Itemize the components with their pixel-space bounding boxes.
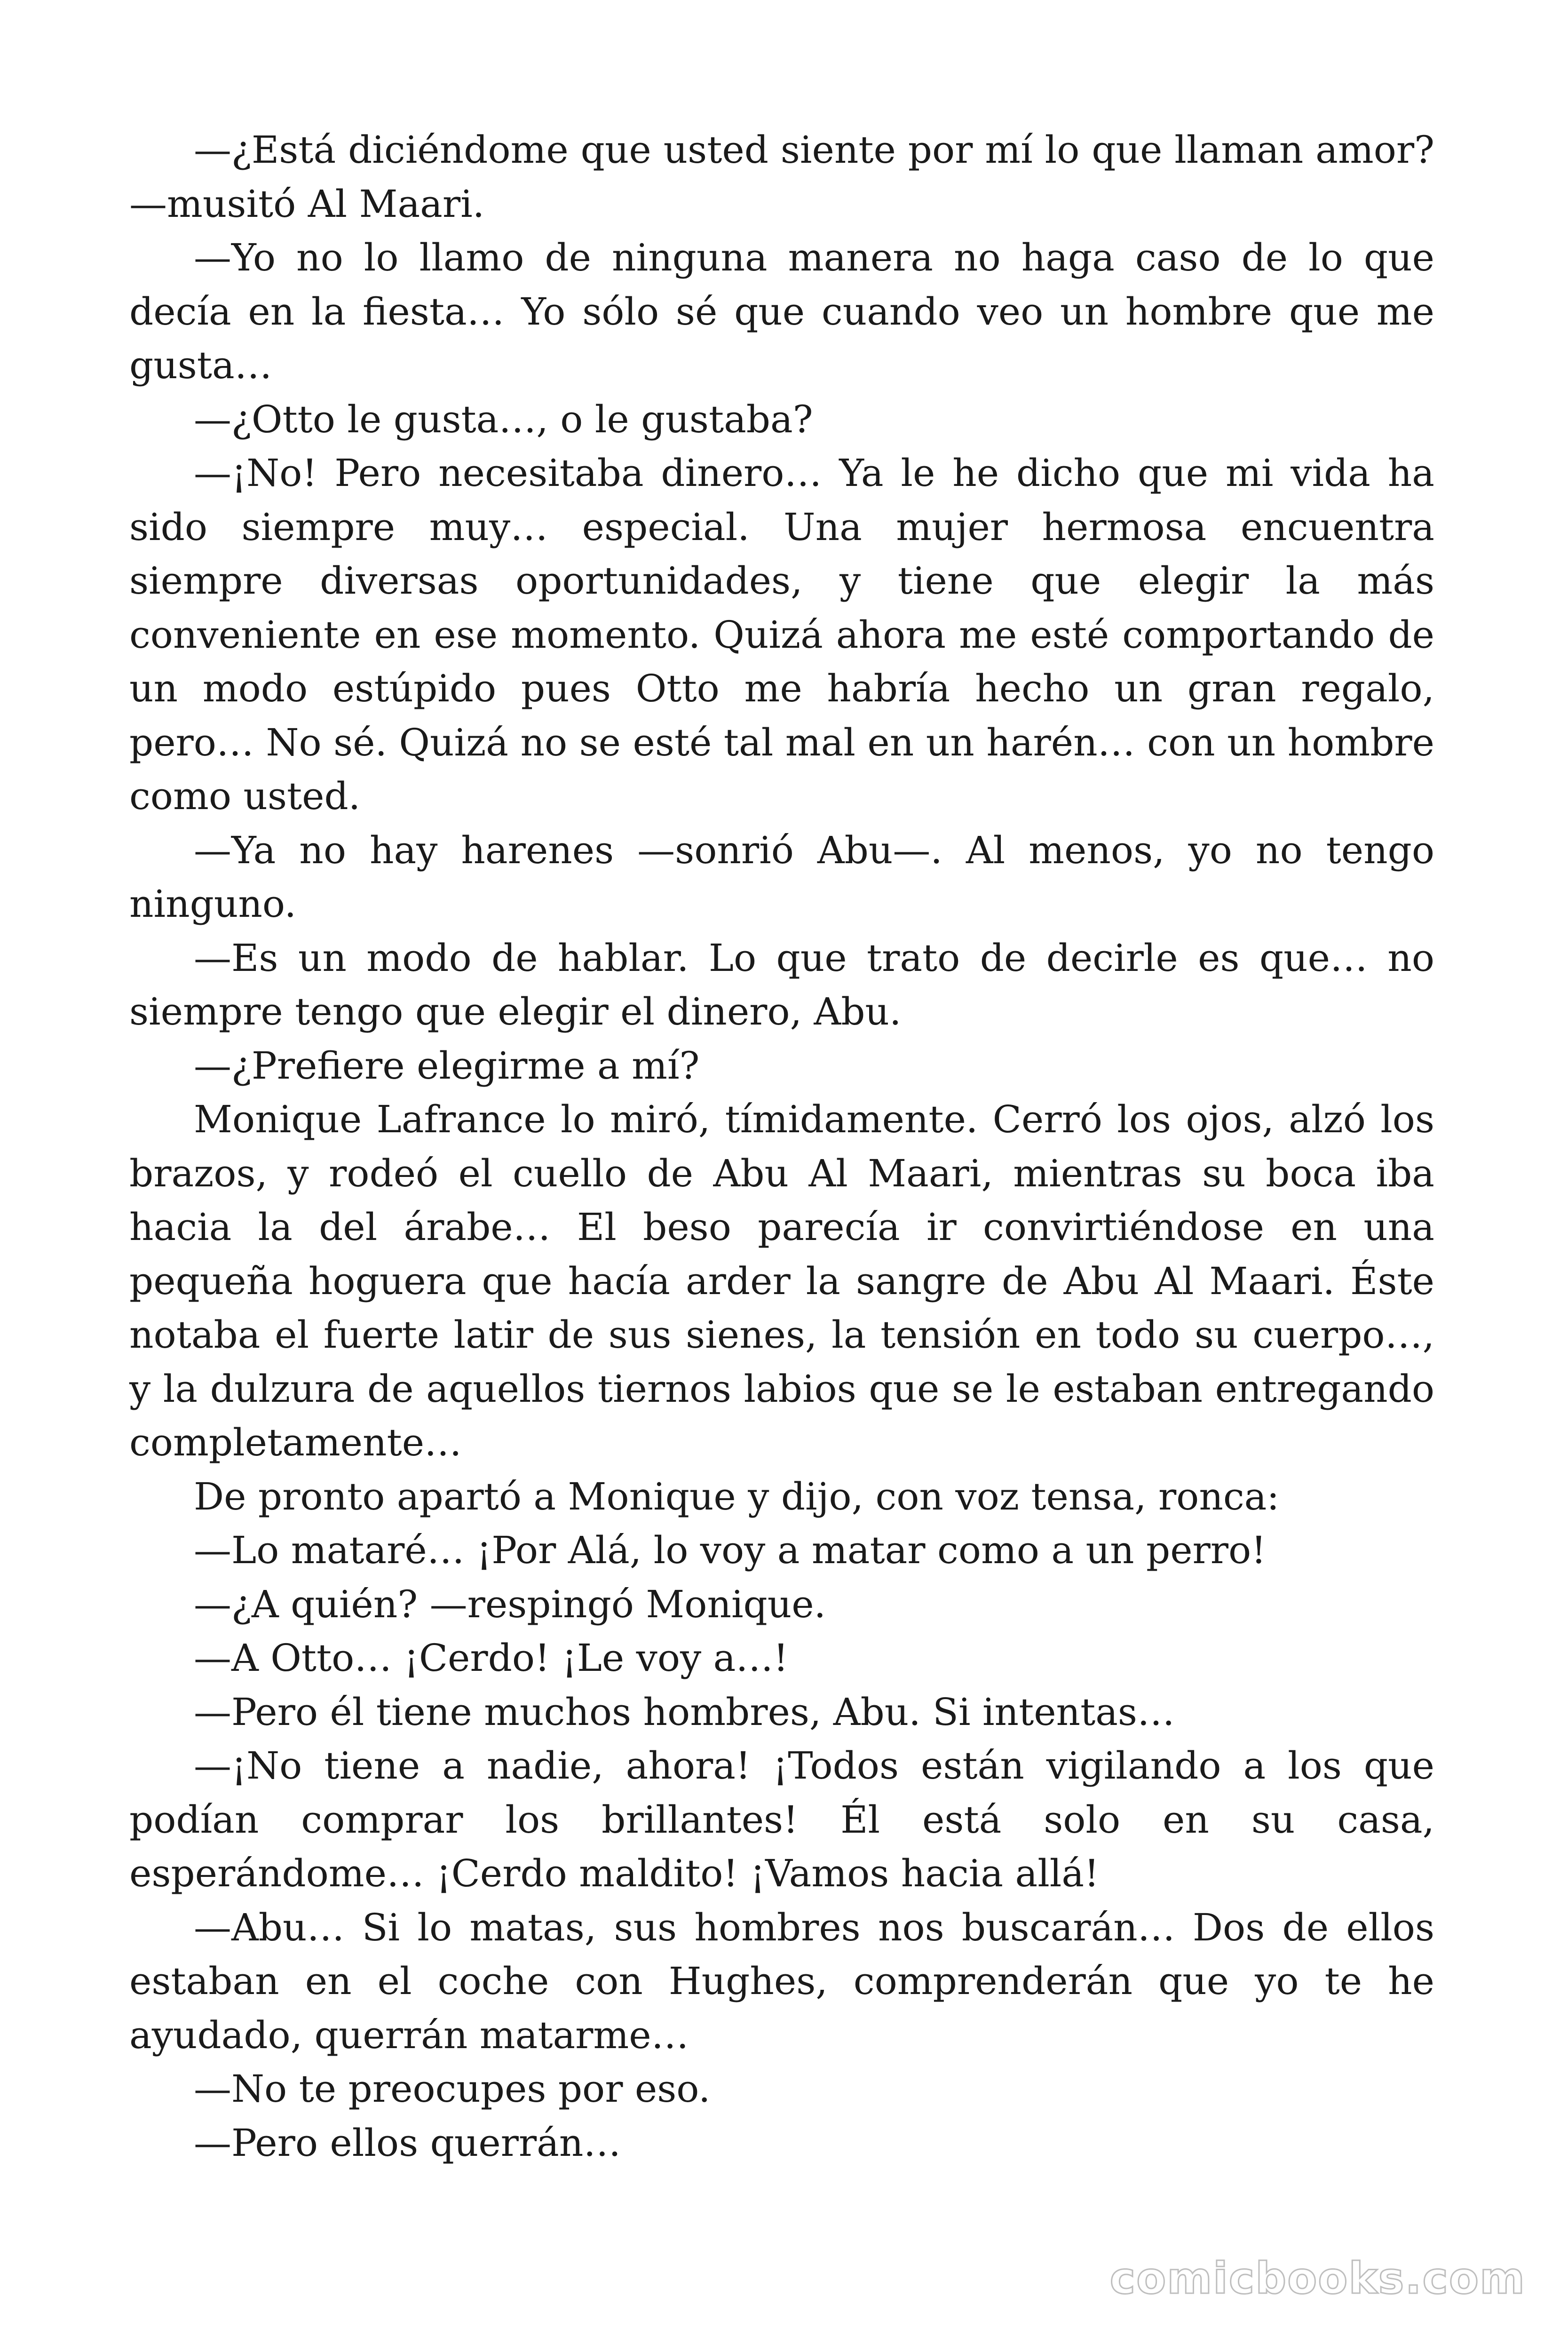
paragraph: De pronto apartó a Monique y dijo, con voz tensa, ronca: — [194, 1474, 1280, 1518]
page-body-text — [129, 123, 1434, 2170]
paragraph: —Pero ellos querrán… — [194, 2121, 621, 2165]
paragraph: —¡No! Pero necesitaba dinero… Ya le he dicho que mi vida ha sido siempre muy… especial. Una mujer hermosa encuentra siempre diversas oportunidades, y tiene que elegir la más conveniente en ese momento. Quizá ahora me esté comportando de un modo estúpido pues Otto me habría hecho un gran regalo, pero… No sé. Quizá no se esté tal mal en un harén… con un hombre como usted. — [129, 451, 1434, 818]
paragraph: —Es un modo de hablar. Lo que trato de decirle es que… no siempre tengo que elegir el dinero, Abu. — [129, 936, 1434, 1033]
paragraph: Monique Lafrance lo miró, tímidamente. Cerró los ojos, alzó los brazos, y rodeó el cuello de Abu Al Maari, mientras su boca iba hacia la del árabe… El beso parecía ir convirtiéndose en una pequeña hoguera que hacía arder la sangre de Abu Al Maari. Éste notaba el fuerte latir de sus sienes, la tensión en todo su cuerpo…, y la dulzura de aquellos tiernos labios que se le estaban entregando completamente… — [129, 1097, 1434, 1464]
paragraph: —¡No tiene a nadie, ahora! ¡Todos están vigilando a los que podían comprar los brillantes! Él está solo en su casa, esperándome… ¡Cerdo maldito! ¡Vamos hacia allá! — [129, 1744, 1434, 1895]
paragraph: —No te preocupes por eso. — [194, 2067, 711, 2111]
paragraph: —Yo no lo llamo de ninguna manera no haga caso de lo que decía en la fiesta… Yo sólo sé que cuando veo un hombre que me gusta… — [129, 236, 1434, 387]
paragraph: —Ya no hay harenes —sonrió Abu—. Al menos, yo no tengo ninguno. — [129, 828, 1434, 926]
paragraph: —Lo mataré… ¡Por Alá, lo voy a matar como a un perro! — [194, 1528, 1267, 1572]
paragraph: —¿Otto le gusta…, o le gustaba? — [194, 397, 813, 441]
watermark-logo: comicbooks.com — [1109, 2253, 1526, 2304]
paragraph: —A Otto… ¡Cerdo! ¡Le voy a…! — [194, 1636, 789, 1680]
paragraph: —¿Prefiere elegirme a mí? — [194, 1043, 700, 1088]
paragraph: —¿A quién? —respingó Monique. — [194, 1582, 826, 1626]
paragraph: —Abu… Si lo matas, sus hombres nos buscarán… Dos de ellos estaban en el coche con Hughes, comprenderán que yo te he ayudado, querrán matarme… — [129, 1905, 1434, 2057]
paragraph: —Pero él tiene muchos hombres, Abu. Si intentas… — [194, 1690, 1175, 1734]
paragraph: —¿Está diciéndome que usted siente por mí lo que llaman amor? —musitó Al Maari. — [129, 128, 1434, 226]
